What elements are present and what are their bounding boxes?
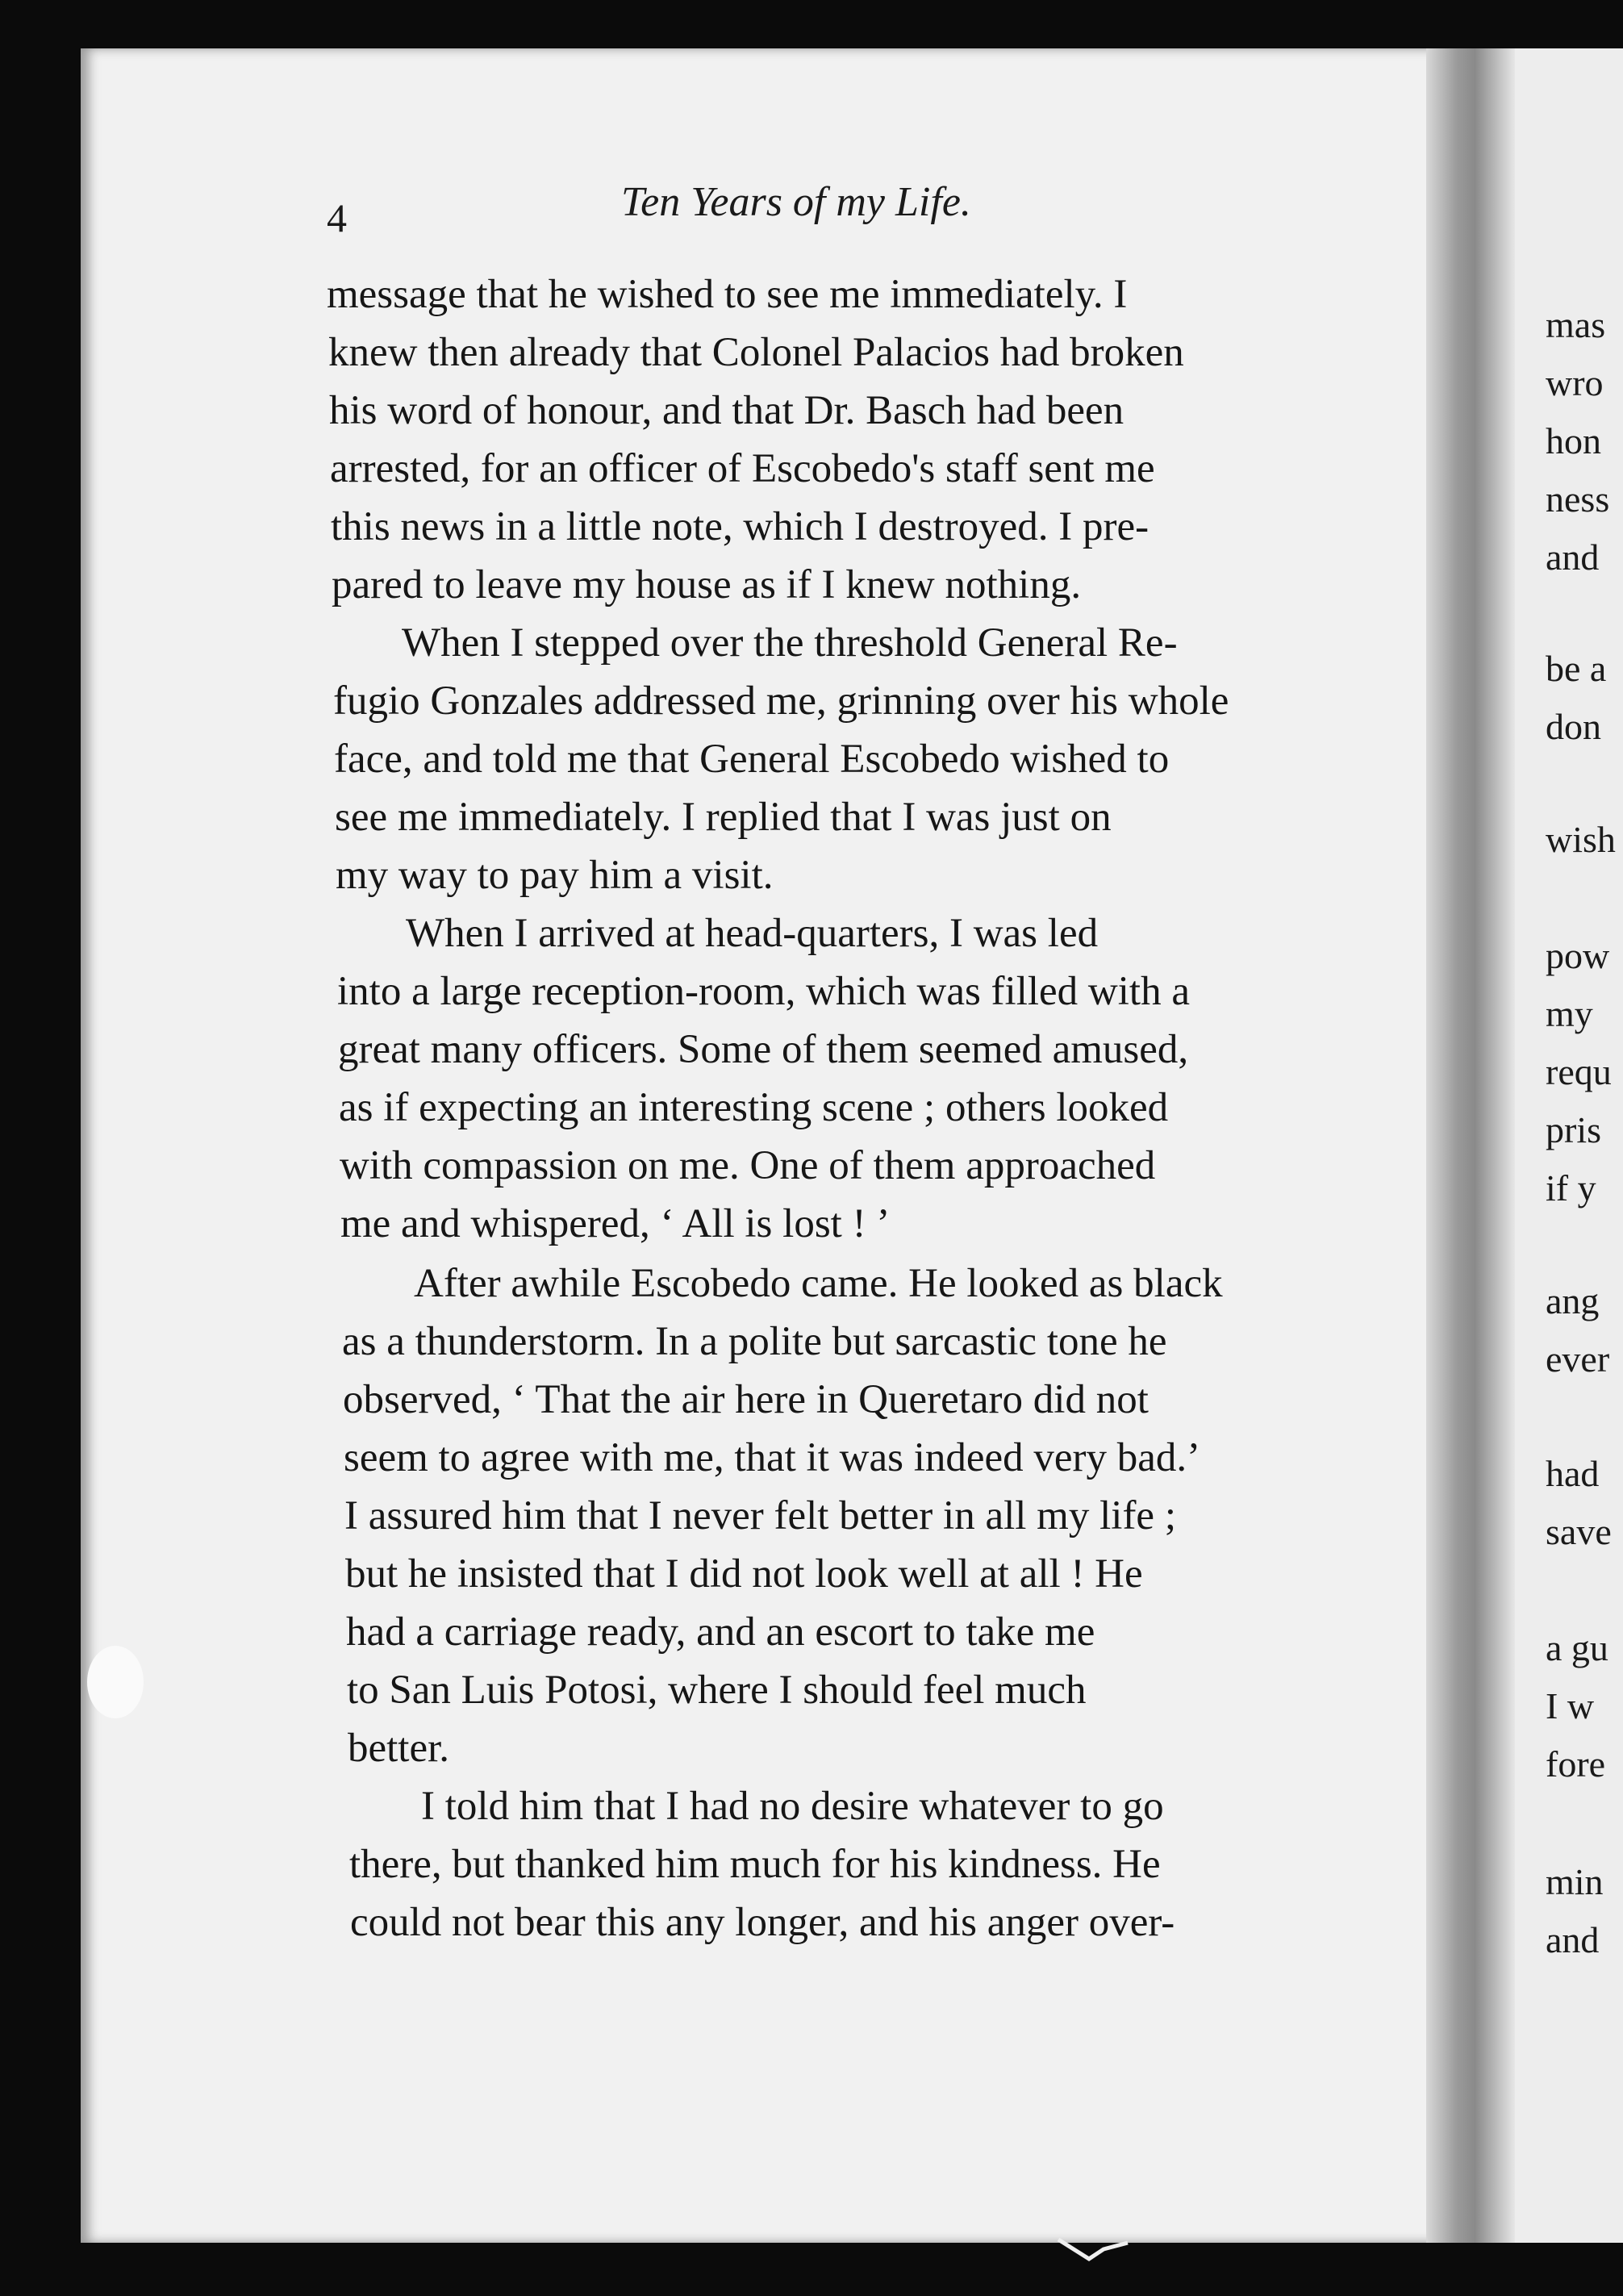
- text-line: knew then already that Colonel Palacios had broken: [328, 330, 1184, 375]
- text-line: great many officers. Some of them seemed amused,: [338, 1027, 1189, 1072]
- text-line: this news in a little note, which I destroyed. I pre-: [331, 504, 1149, 549]
- running-title: Ten Years of my Life.: [621, 179, 971, 225]
- facing-page-fragment: requ: [1546, 1051, 1612, 1092]
- text-line: I told him that I had no desire whatever to go: [421, 1784, 1164, 1829]
- facing-page-fragment: wro: [1546, 362, 1604, 403]
- text-line: into a large reception-room, which was filled with a: [337, 969, 1190, 1014]
- text-line: When I stepped over the threshold General Re-: [402, 620, 1178, 666]
- text-line: me and whispered, ‘ All is lost ! ’: [340, 1201, 891, 1246]
- facing-page-fragment: and: [1546, 1919, 1600, 1960]
- text-line: I assured him that I never felt better in all my life ;: [344, 1493, 1176, 1538]
- text-line: with compassion on me. One of them approached: [340, 1143, 1156, 1188]
- facing-page-fragment: fore: [1546, 1743, 1606, 1785]
- facing-page-fragment: ang: [1546, 1280, 1600, 1321]
- facing-page-fragment: don: [1546, 706, 1601, 747]
- text-line: to San Luis Potosi, where I should feel much: [347, 1668, 1087, 1713]
- facing-page-fragment: if y: [1546, 1167, 1596, 1209]
- facing-page-fragment: save: [1546, 1511, 1612, 1552]
- text-line: as a thunderstorm. In a polite but sarcastic tone he: [342, 1319, 1167, 1364]
- text-line: seem to agree with me, that it was indeed very bad.’: [344, 1435, 1201, 1480]
- facing-page-fragment: ever: [1546, 1338, 1610, 1380]
- facing-page: [1515, 48, 1623, 2243]
- facing-page-fragment: had: [1546, 1453, 1600, 1494]
- facing-page-fragment: a gu: [1546, 1627, 1608, 1668]
- text-line: there, but thanked him much for his kindness. He: [349, 1842, 1161, 1887]
- facing-page-fragment: mas: [1546, 304, 1606, 345]
- text-line: could not bear this any longer, and his anger over-: [350, 1900, 1175, 1945]
- text-line: fugio Gonzales addressed me, grinning over his whole: [333, 678, 1229, 724]
- text-line: message that he wished to see me immediately. I: [327, 272, 1128, 317]
- text-line: his word of honour, and that Dr. Basch had been: [329, 388, 1124, 433]
- facing-page-fragment: hon: [1546, 420, 1601, 461]
- text-line: as if expecting an interesting scene ; others looked: [339, 1085, 1169, 1130]
- page-gutter-shadow: [1426, 48, 1515, 2243]
- text-line: When I arrived at head-quarters, I was led: [406, 911, 1099, 956]
- text-line: pared to leave my house as if I knew nothing.: [332, 562, 1082, 607]
- text-line: but he insisted that I did not look well at all ! He: [345, 1551, 1143, 1597]
- facing-page-fragment: be a: [1546, 648, 1607, 689]
- page-number: 4: [327, 195, 347, 240]
- facing-page-fragment: ness: [1546, 478, 1610, 520]
- facing-page-fragment: my: [1546, 993, 1593, 1034]
- facing-page-fragment: wish: [1546, 819, 1616, 860]
- text-line: had a carriage ready, and an escort to take me: [346, 1609, 1095, 1655]
- text-line: After awhile Escobedo came. He looked as black: [414, 1261, 1223, 1306]
- facing-page-fragment: min: [1546, 1861, 1604, 1902]
- text-line: better.: [348, 1726, 450, 1771]
- text-line: my way to pay him a visit.: [336, 853, 774, 898]
- facing-page-fragment: pris: [1546, 1109, 1601, 1150]
- text-line: arrested, for an officer of Escobedo's staff sent me: [330, 446, 1155, 491]
- text-line: observed, ‘ That the air here in Queretaro did not: [343, 1377, 1149, 1422]
- facing-page-fragment: pow: [1546, 935, 1610, 976]
- page-edge-blemish: [87, 1646, 144, 1718]
- text-line: face, and told me that General Escobedo wished to: [334, 737, 1170, 782]
- binding-clip-mark: [1057, 2235, 1129, 2267]
- facing-page-fragment: I w: [1546, 1685, 1595, 1726]
- text-line: see me immediately. I replied that I was just on: [335, 795, 1112, 840]
- facing-page-fragment: and: [1546, 536, 1600, 578]
